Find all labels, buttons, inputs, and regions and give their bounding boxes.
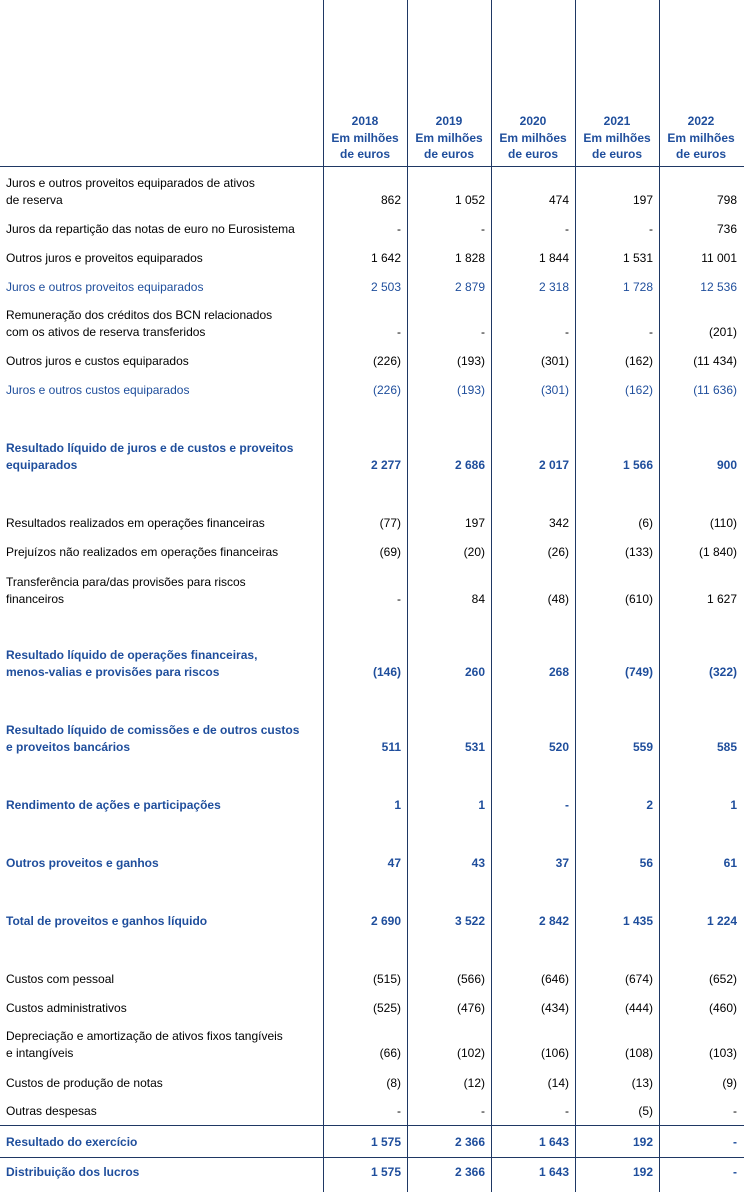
header-unit: Em milhões: [583, 130, 651, 145]
row-label-line: equiparados: [6, 458, 78, 472]
cell-value: 2 503: [370, 280, 401, 294]
row-label: [6, 353, 318, 370]
row-divider: [0, 1125, 744, 1126]
row-label: [6, 307, 318, 341]
row-label-line: Juros e outros proveitos equiparados de ativos: [6, 176, 255, 190]
cell-value: 84: [471, 592, 485, 606]
header-unit: de euros: [339, 147, 390, 161]
cell-value: -: [397, 1104, 401, 1118]
cell-value: -: [565, 1104, 569, 1118]
cell-value: 2 690: [370, 914, 401, 928]
header-unit: Em milhões: [499, 130, 567, 145]
row-label-line: Resultado líquido de comissões e de outros custos: [6, 723, 300, 737]
cell-value: (646): [540, 972, 569, 986]
cell-value: (14): [547, 1076, 569, 1090]
cell-value: (566): [456, 972, 485, 986]
cell-value: 1 627: [706, 592, 737, 606]
cell-value: -: [481, 222, 485, 236]
row-label: [6, 722, 318, 756]
cell-value: (460): [708, 1001, 737, 1015]
row-label-line: Custos de produção de notas: [6, 1076, 163, 1090]
cell-value: 56: [639, 856, 653, 870]
cell-value: (226): [372, 354, 401, 368]
cell-value: 61: [723, 856, 737, 870]
cell-value: (6): [638, 516, 653, 530]
row-label: [6, 515, 318, 532]
row-label-line: Juros da repartição das notas de euro no Eurosistema: [6, 222, 295, 236]
cell-value: (193): [456, 383, 485, 397]
row-label-line: Depreciação e amortização de ativos fixos tangíveis: [6, 1029, 283, 1043]
header-year: 2018: [351, 114, 379, 128]
cell-value: 3 522: [454, 914, 485, 928]
row-label: [6, 1164, 318, 1181]
cell-value: 531: [464, 740, 485, 754]
cell-value: 559: [632, 740, 653, 754]
cell-value: 260: [464, 665, 485, 679]
cell-value: -: [481, 1104, 485, 1118]
cell-value: 1 844: [538, 251, 569, 265]
cell-value: -: [397, 592, 401, 606]
cell-value: -: [397, 222, 401, 236]
row-label: [6, 382, 318, 399]
row-label: [6, 221, 318, 238]
row-label-line: Outras despesas: [6, 1104, 97, 1118]
cell-value: 11 001: [701, 251, 737, 265]
row-label-line: financeiros: [6, 592, 65, 606]
cell-value: (322): [708, 665, 737, 679]
header-unit: de euros: [423, 147, 474, 161]
cell-value: -: [481, 325, 485, 339]
cell-value: 1: [730, 798, 737, 812]
cell-value: (749): [624, 665, 653, 679]
cell-value: (69): [379, 545, 401, 559]
row-label-line: Juros e outros custos equiparados: [6, 383, 190, 397]
header-unit: de euros: [591, 147, 642, 161]
cell-value: -: [733, 1135, 737, 1149]
column-header-2022: [659, 113, 743, 163]
column-header-2019: [407, 113, 491, 163]
row-label: [6, 574, 318, 608]
cell-value: (102): [456, 1046, 485, 1060]
row-label: [6, 855, 318, 872]
cell-value: (48): [547, 592, 569, 606]
cell-value: (9): [722, 1076, 737, 1090]
cell-value: 585: [716, 740, 737, 754]
cell-value: (434): [540, 1001, 569, 1015]
row-label: [6, 797, 318, 814]
cell-value: 900: [716, 458, 737, 472]
cell-value: 342: [548, 516, 569, 530]
cell-value: 2 366: [454, 1135, 485, 1149]
cell-value: (476): [456, 1001, 485, 1015]
cell-value: (77): [379, 516, 401, 530]
cell-value: 1 575: [370, 1165, 401, 1179]
cell-value: (301): [540, 354, 569, 368]
row-label-line: Outros proveitos e ganhos: [6, 856, 159, 870]
header-unit: Em milhões: [415, 130, 483, 145]
cell-value: (20): [463, 545, 485, 559]
cell-value: (610): [624, 592, 653, 606]
row-label: [6, 1134, 318, 1151]
header-year: 2021: [603, 114, 631, 128]
cell-value: (525): [372, 1001, 401, 1015]
cell-value: 1: [478, 798, 485, 812]
cell-value: 197: [464, 516, 485, 530]
row-label-line: Distribuição dos lucros: [6, 1165, 140, 1179]
cell-value: (652): [708, 972, 737, 986]
cell-value: 1: [394, 798, 401, 812]
cell-value: 2 842: [538, 914, 569, 928]
cell-value: 1 643: [538, 1165, 569, 1179]
row-label-line: Juros e outros proveitos equiparados: [6, 280, 204, 294]
cell-value: (515): [372, 972, 401, 986]
row-label-line: Custos administrativos: [6, 1001, 127, 1015]
cell-value: (12): [463, 1076, 485, 1090]
header-year: 2020: [519, 114, 547, 128]
cell-value: 268: [548, 665, 569, 679]
cell-value: 2: [646, 798, 653, 812]
row-label-line: de reserva: [6, 193, 63, 207]
row-label-line: Custos com pessoal: [6, 972, 115, 986]
cell-value: 1 531: [622, 251, 653, 265]
cell-value: (26): [547, 545, 569, 559]
row-label: [6, 1103, 318, 1120]
cell-value: 37: [555, 856, 569, 870]
cell-value: -: [733, 1104, 737, 1118]
header-unit: Em milhões: [667, 130, 735, 145]
cell-value: (301): [540, 383, 569, 397]
cell-value: (162): [624, 354, 653, 368]
cell-value: -: [565, 798, 569, 812]
cell-value: 474: [548, 193, 569, 207]
cell-value: (11 636): [693, 383, 737, 397]
cell-value: 47: [387, 856, 401, 870]
cell-value: 2 366: [454, 1165, 485, 1179]
cell-value: 2 879: [454, 280, 485, 294]
row-label: [6, 647, 318, 681]
cell-value: 511: [381, 740, 401, 754]
cell-value: (8): [386, 1076, 401, 1090]
cell-value: 1 643: [538, 1135, 569, 1149]
cell-value: 736: [716, 222, 737, 236]
cell-value: (110): [709, 516, 737, 530]
cell-value: -: [649, 325, 653, 339]
cell-value: 1 728: [622, 280, 653, 294]
cell-value: 2 686: [454, 458, 485, 472]
cell-value: (133): [624, 545, 653, 559]
row-label-line: Resultado líquido de juros e de custos e proveitos: [6, 441, 294, 455]
cell-value: (103): [708, 1046, 737, 1060]
cell-value: 1 052: [454, 193, 485, 207]
cell-value: 192: [632, 1135, 653, 1149]
row-label: [6, 1075, 318, 1092]
row-label: [6, 544, 318, 561]
header-unit: Em milhões: [331, 130, 399, 145]
cell-value: -: [565, 222, 569, 236]
cell-value: (66): [379, 1046, 401, 1060]
row-label: [6, 175, 318, 209]
cell-value: (146): [372, 665, 401, 679]
row-divider: [0, 1157, 744, 1158]
cell-value: -: [649, 222, 653, 236]
cell-value: -: [565, 325, 569, 339]
cell-value: 1 575: [370, 1135, 401, 1149]
row-label-line: com os ativos de reserva transferidos: [6, 325, 206, 339]
row-label-line: Prejuízos não realizados em operações financeiras: [6, 545, 279, 559]
row-label-line: Total de proveitos e ganhos líquido: [6, 914, 208, 928]
column-header-2021: [575, 113, 659, 163]
row-label: [6, 440, 318, 474]
cell-value: (193): [456, 354, 485, 368]
cell-value: 2 277: [370, 458, 401, 472]
cell-value: 2 017: [538, 458, 569, 472]
cell-value: (444): [624, 1001, 653, 1015]
row-label: [6, 971, 318, 988]
row-label-line: Resultado líquido de operações financeiras,: [6, 648, 258, 662]
cell-value: (674): [624, 972, 653, 986]
cell-value: 1 566: [622, 458, 653, 472]
cell-value: (108): [624, 1046, 653, 1060]
row-label-line: e proveitos bancários: [6, 740, 131, 754]
cell-value: 192: [632, 1165, 653, 1179]
row-label-line: Rendimento de ações e participações: [6, 798, 221, 812]
header-divider: [0, 166, 744, 167]
cell-value: 1 224: [706, 914, 737, 928]
row-label: [6, 1000, 318, 1017]
cell-value: -: [733, 1165, 737, 1179]
row-label: [6, 1028, 318, 1062]
cell-value: 1 828: [454, 251, 485, 265]
row-label-line: Outros juros e proveitos equiparados: [6, 251, 203, 265]
cell-value: 862: [380, 193, 401, 207]
cell-value: 1 435: [622, 914, 653, 928]
cell-value: (162): [624, 383, 653, 397]
cell-value: 798: [716, 193, 737, 207]
row-label-line: menos-valias e provisões para riscos: [6, 665, 220, 679]
cell-value: 2 318: [538, 280, 569, 294]
row-label-line: Remuneração dos créditos dos BCN relacionados: [6, 308, 273, 322]
header-year: 2019: [435, 114, 463, 128]
cell-value: (226): [372, 383, 401, 397]
header-unit: de euros: [675, 147, 726, 161]
cell-value: 520: [548, 740, 569, 754]
cell-value: (1 840): [698, 545, 737, 559]
cell-value: (5): [638, 1104, 653, 1118]
row-label-line: Transferência para/das provisões para riscos: [6, 575, 246, 589]
row-label: [6, 279, 318, 296]
column-header-2020: [491, 113, 575, 163]
cell-value: 43: [471, 856, 485, 870]
cell-value: (201): [708, 325, 737, 339]
cell-value: (106): [540, 1046, 569, 1060]
header-unit: de euros: [507, 147, 558, 161]
row-label-line: Outros juros e custos equiparados: [6, 354, 189, 368]
column-header-2018: [323, 113, 407, 163]
cell-value: 12 536: [700, 280, 737, 294]
row-label: [6, 913, 318, 930]
row-label-line: Resultado do exercício: [6, 1135, 138, 1149]
header-year: 2022: [687, 114, 715, 128]
cell-value: (13): [631, 1076, 653, 1090]
row-label-line: e intangíveis: [6, 1046, 74, 1060]
cell-value: 197: [632, 193, 653, 207]
cell-value: -: [397, 325, 401, 339]
row-label-line: Resultados realizados em operações financeiras: [6, 516, 265, 530]
cell-value: 1 642: [370, 251, 401, 265]
cell-value: (11 434): [693, 354, 737, 368]
row-label: [6, 250, 318, 267]
